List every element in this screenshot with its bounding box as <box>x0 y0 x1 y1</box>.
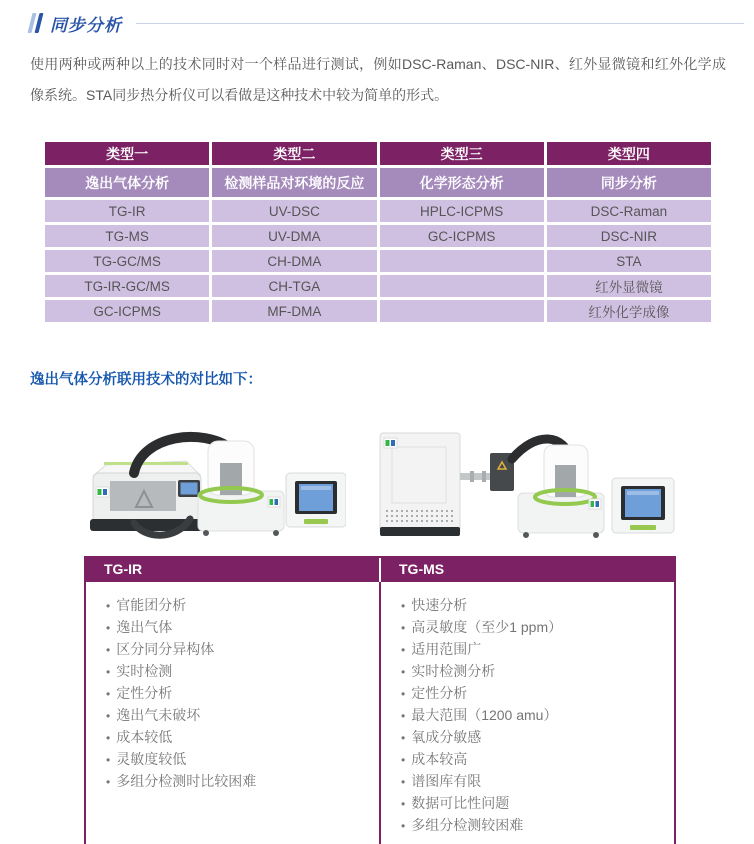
compare-column-tg-ir <box>86 582 379 844</box>
compare-item: • 多组分检测时比较困难 <box>106 771 371 793</box>
table-cell: GC-ICPMS <box>45 300 209 322</box>
table-cell: UV-DSC <box>212 200 376 222</box>
tg-ir-system-photo <box>90 423 346 558</box>
type-subheader-cell: 检测样品对环境的反应 <box>212 168 376 197</box>
compare-list <box>106 595 371 793</box>
table-cell: DSC-Raman <box>547 200 711 222</box>
compare-item: • 灵敏度较低 <box>106 749 371 771</box>
tg-ms-system-photo <box>378 423 676 558</box>
table-row <box>45 200 711 222</box>
comparison-table-body <box>86 582 674 844</box>
compare-item: • 成本较低 <box>106 727 371 749</box>
compare-item: • 数据可比性问题 <box>401 793 666 815</box>
table-cell: TG-IR-GC/MS <box>45 275 209 297</box>
compare-item: • 实时检测 <box>106 661 371 683</box>
type-column-header: 类型三 <box>380 142 544 165</box>
table-cell: CH-DMA <box>212 250 376 272</box>
type-subheader-cell: 同步分析 <box>547 168 711 197</box>
compare-item: • 快速分析 <box>401 595 666 617</box>
section-header <box>30 10 744 36</box>
compare-header-tg-ir: TG-IR <box>86 558 379 582</box>
table-cell: UV-DMA <box>212 225 376 247</box>
compare-header-tg-ms: TG-MS <box>381 558 674 582</box>
table-cell: TG-IR <box>45 200 209 222</box>
compare-item: • 实时检测分析 <box>401 661 666 683</box>
page-title: 同步分析 <box>50 15 122 35</box>
compare-item: • 定性分析 <box>401 683 666 705</box>
header-rule <box>136 23 744 24</box>
table-cell <box>380 250 544 272</box>
type-subheader-cell: 逸出气体分析 <box>45 168 209 197</box>
type-column-header: 类型一 <box>45 142 209 165</box>
table-cell <box>380 300 544 322</box>
table-cell: GC-ICPMS <box>380 225 544 247</box>
compare-item: • 适用范围广 <box>401 639 666 661</box>
table-row <box>45 300 711 322</box>
compare-item: • 最大范围（1200 amu） <box>401 705 666 727</box>
comparison-table <box>84 556 676 844</box>
instrument-photos <box>0 423 754 558</box>
type-column-header: 类型四 <box>547 142 711 165</box>
type-subheader-cell: 化学形态分析 <box>380 168 544 197</box>
table-cell: 红外显微镜 <box>547 275 711 297</box>
compare-item: • 谱图库有限 <box>401 771 666 793</box>
table-row <box>45 225 711 247</box>
compare-list <box>401 595 666 837</box>
table-cell: MF-DMA <box>212 300 376 322</box>
comparison-table-header <box>86 558 674 582</box>
table-row <box>45 250 711 272</box>
table-cell: TG-GC/MS <box>45 250 209 272</box>
compare-item: • 逸出气未破坏 <box>106 705 371 727</box>
title-accent-bar-icon <box>35 13 44 33</box>
type-table-header-row <box>45 142 711 165</box>
table-cell: HPLC-ICPMS <box>380 200 544 222</box>
compare-item: • 官能团分析 <box>106 595 371 617</box>
table-cell: DSC-NIR <box>547 225 711 247</box>
compare-item: • 区分同分异构体 <box>106 639 371 661</box>
compare-item: • 高灵敏度（至少1 ppm） <box>401 617 666 639</box>
compare-item: • 定性分析 <box>106 683 371 705</box>
compare-item: • 逸出气体 <box>106 617 371 639</box>
compare-item: • 多组分检测较困难 <box>401 815 666 837</box>
intro-paragraph: 使用两种或两种以上的技术同时对一个样品进行测试，例如DSC-Raman、DSC-NIR、红外显微镜和红外化学成像系统。STA同步热分析仪可以看做是这种技术中较为简单的形式。 <box>30 56 726 103</box>
compare-column-tg-ms <box>379 582 674 844</box>
type-column-header: 类型二 <box>212 142 376 165</box>
compare-item: • 成本较高 <box>401 749 666 771</box>
compare-item: • 氧成分敏感 <box>401 727 666 749</box>
table-cell: STA <box>547 250 711 272</box>
comparison-subtitle: 逸出气体分析联用技术的对比如下： <box>30 372 262 388</box>
table-cell: CH-TGA <box>212 275 376 297</box>
table-cell: 红外化学成像 <box>547 300 711 322</box>
type-table-subheader-row <box>45 168 711 197</box>
type-table <box>42 139 714 325</box>
table-cell: TG-MS <box>45 225 209 247</box>
table-cell <box>380 275 544 297</box>
table-row <box>45 275 711 297</box>
